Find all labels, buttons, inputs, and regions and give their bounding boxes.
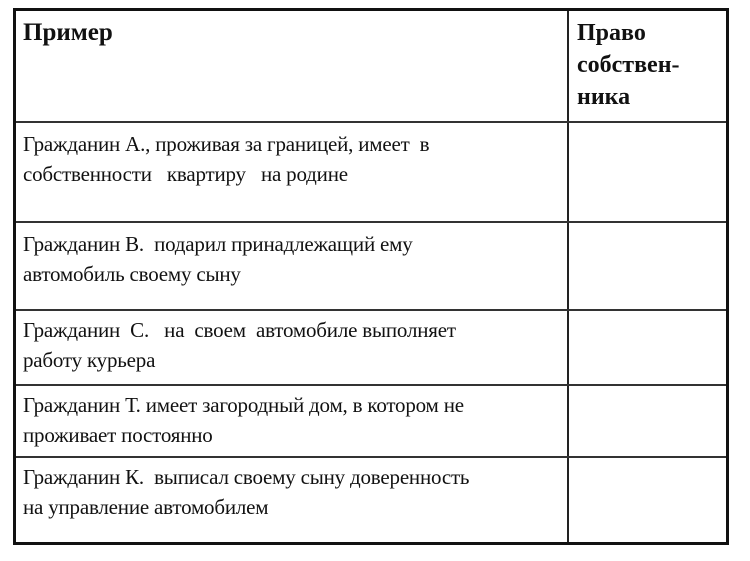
table-row <box>16 121 726 221</box>
example-cell <box>16 311 567 384</box>
table-row <box>16 221 726 309</box>
table-row <box>16 456 726 542</box>
header-cell-example <box>16 11 567 121</box>
example-text-line: Гражданин С. на своем автомобиле выполняет <box>23 318 456 342</box>
example-text-line: собственности квартиру на родине <box>23 162 348 186</box>
header-owner-right-line: Право <box>577 20 646 46</box>
example-cell <box>16 223 567 309</box>
example-text-line: Гражданин В. подарил принадлежащий ему <box>23 232 413 256</box>
answer-cell[interactable] <box>567 123 726 221</box>
example-text-line: Гражданин Т. имеет загородный дом, в котором не <box>23 393 464 417</box>
header-example-label: Пример <box>23 19 113 46</box>
table-row <box>16 309 726 384</box>
header-cell-owner-right <box>567 11 726 121</box>
example-text-line: Гражданин А., проживая за границей, имеет в <box>23 132 430 156</box>
answer-cell[interactable] <box>567 223 726 309</box>
answer-cell[interactable] <box>567 458 726 542</box>
example-cell <box>16 123 567 221</box>
answer-cell[interactable] <box>567 311 726 384</box>
example-text-line: Гражданин К. выписал своему сыну доверенность <box>23 465 470 489</box>
answer-cell[interactable] <box>567 386 726 456</box>
example-cell <box>16 386 567 456</box>
header-owner-right-line: собствен- <box>577 52 680 78</box>
header-owner-right-line: ника <box>577 84 631 110</box>
table-row <box>16 384 726 456</box>
example-text-line: на управление автомобилем <box>23 495 269 519</box>
example-text-line: проживает постоянно <box>23 423 213 447</box>
example-text-line: автомобиль своему сыну <box>23 262 241 286</box>
header-row <box>16 11 726 121</box>
example-text-line: работу курьера <box>23 348 156 372</box>
example-cell <box>16 458 567 542</box>
owner-rights-table <box>13 8 729 545</box>
